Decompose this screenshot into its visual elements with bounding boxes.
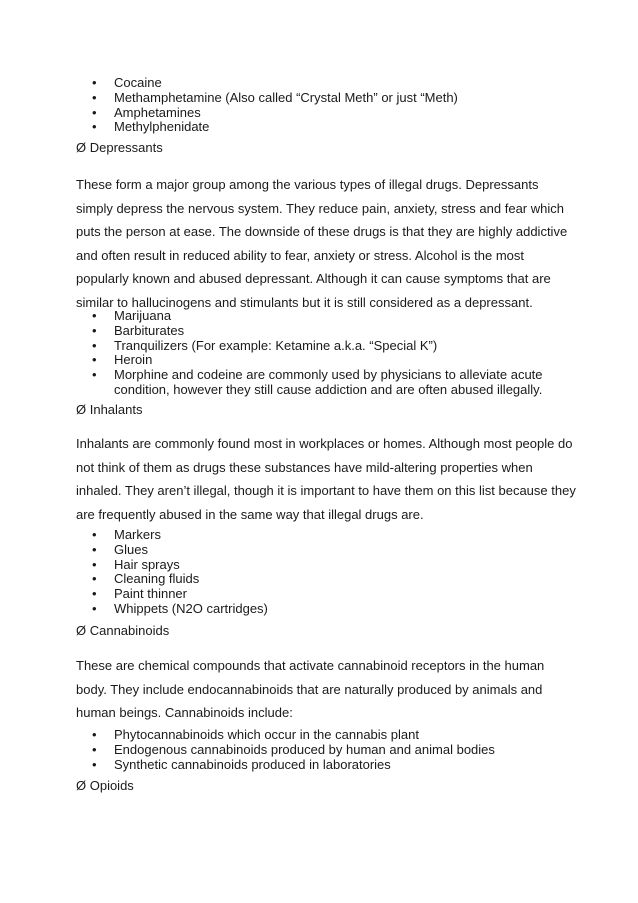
list-item: • Endogenous cannabinoids produced by human and animal bodies [90, 743, 590, 758]
list-item: • Amphetamines [90, 106, 590, 121]
inhalants-list [90, 528, 590, 617]
list-item: • Heroin [90, 353, 590, 368]
list-item: • Glues [90, 543, 590, 558]
list-item: • Tranquilizers (For example: Ketamine a.k.a. “Special K”) [90, 339, 590, 354]
depressants-list [90, 309, 590, 398]
list-item: • Methamphetamine (Also called “Crystal Meth” or just “Meth) [90, 91, 590, 106]
list-item: • Cocaine [90, 76, 590, 91]
list-item: • Markers [90, 528, 590, 543]
list-item: • Barbiturates [90, 324, 590, 339]
list-item: • Phytocannabinoids which occur in the cannabis plant [90, 728, 590, 743]
list-item: • Paint thinner [90, 587, 590, 602]
cannabinoids-heading: Ø Cannabinoids [76, 623, 170, 638]
cannabinoids-paragraph: These are chemical compounds that activate cannabinoid receptors in the human body. They include endocannabinoids that are naturally produced by animals and human beings. Cannabinoids include: [76, 658, 545, 721]
inhalants-paragraph: Inhalants are commonly found most in workplaces or homes. Although most people do not think of them as drugs these substances have mild-altering properties when inhaled. They aren’t illegal, though it is important to have them on this list because they are frequently abused in the same way that illegal drugs are. [76, 436, 576, 522]
list-item: • Hair sprays [90, 558, 590, 573]
opioids-heading: Ø Opioids [76, 778, 134, 793]
stimulants-list [90, 76, 590, 135]
depressants-heading: Ø Depressants [76, 140, 163, 155]
list-item: • Synthetic cannabinoids produced in laboratories [90, 758, 590, 773]
list-item: • Whippets (N2O cartridges) [90, 602, 590, 617]
inhalants-heading: Ø Inhalants [76, 402, 143, 417]
list-item: • Cleaning fluids [90, 572, 590, 587]
cannabinoids-list [90, 728, 590, 772]
list-item: • Methylphenidate [90, 120, 590, 135]
list-item: • Marijuana [90, 309, 590, 324]
depressants-paragraph: These form a major group among the various types of illegal drugs. Depressants simply depress the nervous system. They reduce pain, anxiety, stress and fear which puts the person at ease. The downside of these drugs is that they are highly addictive and often result in reduced ability to fear, anxiety or stress. Alcohol is the most popularly known and abused depressant. Although it can cause symptoms that are similar to hallucinogens and stimulants but it is still considered as a depressant. [76, 177, 568, 310]
list-item: • Morphine and codeine are commonly used by physicians to alleviate acute condition, however they still cause addiction and are often abused illegally. [90, 368, 590, 398]
